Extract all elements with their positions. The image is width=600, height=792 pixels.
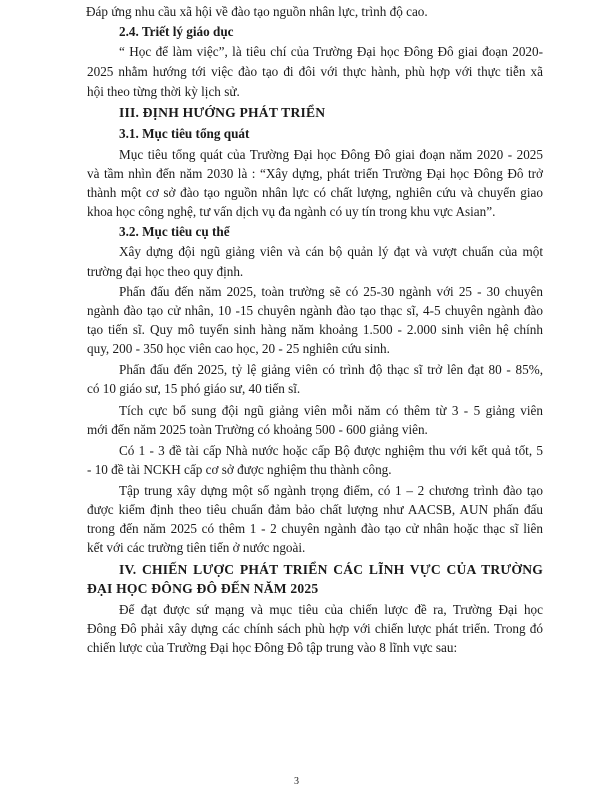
section-heading: 2.4. Triết lý giáo dục: [119, 24, 234, 39]
text-line: “ Học để làm việc”, là tiêu chí của Trường Đại học Đông Đô giai đoạn 2020-: [119, 44, 543, 59]
text-line: - 10 đề tài NCKH cấp cơ sở được nghiệm thu thành công.: [87, 462, 392, 477]
section-heading: ĐẠI HỌC ĐÔNG ĐÔ ĐẾN NĂM 2025: [87, 581, 319, 596]
text-line: Đáp ứng nhu cầu xã hội về đào tạo nguồn nhân lực, trình độ cao.: [86, 4, 428, 19]
text-line: trường đại học theo quy định.: [87, 264, 244, 279]
text-line: kết với các trường tiên tiến ở nước ngoài.: [87, 540, 306, 555]
text-line: Tích cực bổ sung đội ngũ giảng viên mỗi năm có thêm từ 3 - 5 giảng viên: [119, 403, 543, 418]
text-line: có 10 giáo sư, 15 phó giáo sư, 40 tiến sĩ.: [87, 381, 301, 396]
section-heading: III. ĐỊNH HƯỚNG PHÁT TRIỂN: [119, 105, 326, 120]
text-line: ngành đào tạo cử nhân, 10 -15 chuyên ngành đào tạo thạc sĩ, 4-5 chuyên ngành đào: [87, 303, 543, 318]
text-line: Tập trung xây dựng một số ngành trọng điểm, có 1 – 2 chương trình đào tạo: [119, 483, 543, 498]
page-number: 3: [294, 776, 299, 787]
text-line: khoa học công nghệ, tư vấn dịch vụ đa ngành có uy tín trong khu vực Asian”.: [87, 204, 496, 219]
text-line: 2025 nhằm hướng tới việc đào tạo đi đôi với thực hành, phù hợp với thực tiễn xã: [87, 64, 543, 79]
text-line: Phấn đấu đến năm 2025, toàn trường sẽ có 25-30 ngành với 25 - 30 chuyên: [119, 284, 543, 299]
text-line: chiến lược của Trường Đại học Đông Đô tập trung vào 8 lĩnh vực sau:: [87, 640, 458, 655]
text-line: Xây dựng đội ngũ giảng viên và cán bộ quản lý đạt và vượt chuẩn của một: [119, 244, 543, 259]
section-heading: 3.2. Mục tiêu cụ thể: [119, 224, 230, 239]
text-line: hội theo từng thời kỳ lịch sử.: [87, 84, 240, 99]
text-line: Mục tiêu tổng quát của Trường Đại học Đông Đô giai đoạn năm 2020 - 2025: [119, 147, 543, 162]
section-heading: IV. CHIẾN LƯỢC PHÁT TRIỂN CÁC LĨNH VỰC CỦA TRƯỜNG: [119, 562, 543, 577]
text-line: trong đến năm 2025 có thêm 1 - 2 chuyên ngành đào tạo cử nhân hoặc thạc sĩ liên: [87, 521, 543, 536]
text-line: Đông Đô phải xây dựng các chính sách phù hợp với chiến lược phát triển. Trong đó: [87, 621, 543, 636]
text-line: mới đến năm 2025 toàn Trường có khoảng 500 - 600 giảng viên.: [87, 422, 428, 437]
text-line: Có 1 - 3 đề tài cấp Nhà nước hoặc cấp Bộ được nghiệm thu với kết quả tốt, 5: [119, 443, 543, 458]
text-line: quy, 200 - 350 học viên cao học, 20 - 25 nghiên cứu sinh.: [87, 341, 390, 356]
section-heading: 3.1. Mục tiêu tổng quát: [119, 126, 250, 141]
text-line: Để đạt được sứ mạng và mục tiêu của chiến lược đề ra, Trường Đại học: [119, 602, 543, 617]
text-line: được kiểm định theo tiêu chuẩn đảm bảo chất lượng như AACSB, AUN phấn đấu: [87, 502, 543, 517]
text-line: Phấn đấu đến 2025, tỷ lệ giảng viên có trình độ thạc sĩ trở lên đạt 80 - 85%,: [119, 362, 543, 377]
text-line: và tầm nhìn đến năm 2030 là : “Xây dựng, phát triển Trường Đại học Đông Đô trở: [87, 166, 543, 181]
text-line: thành một cơ sở đào tạo nguồn nhân lực có chất lượng, nghiên cứu và chuyển giao: [87, 185, 543, 200]
text-line: tạo tiến sĩ. Quy mô tuyển sinh hàng năm khoảng 1.500 - 2.000 sinh viên hệ chính: [87, 322, 543, 337]
